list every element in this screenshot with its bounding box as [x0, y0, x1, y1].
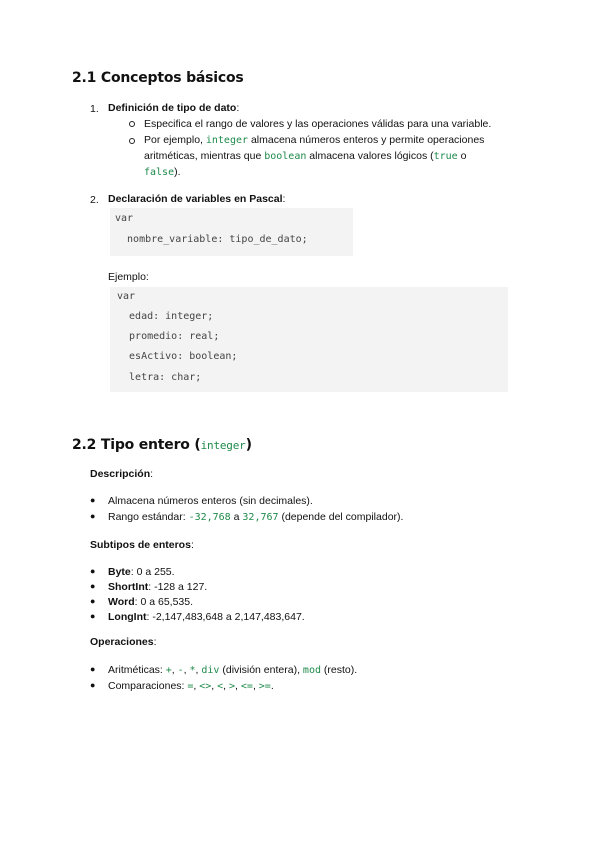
text: aritméticas, mientras que	[144, 150, 262, 162]
subtype-range: : -128 a 127.	[148, 581, 208, 593]
bullet-icon: ●	[90, 680, 96, 690]
subtype-range: : 0 a 65,535.	[134, 596, 194, 608]
inline-code: -32,768	[188, 512, 231, 523]
bullet-text	[108, 509, 403, 526]
inline-code: -	[177, 665, 184, 676]
subtype-name: ShortInt	[108, 581, 149, 593]
code-line: nombre_variable: tipo_de_dato;	[115, 234, 308, 245]
inline-code: *	[189, 665, 196, 676]
code-line: promedio: real;	[117, 331, 220, 342]
definicion-heading: Definición de tipo de dato	[108, 102, 237, 114]
bullet-icon: ●	[90, 566, 96, 576]
text: Aritméticas:	[108, 664, 163, 676]
bullet-icon: ●	[90, 581, 96, 591]
operaciones-heading: Operaciones	[90, 636, 154, 648]
text: a	[233, 511, 240, 523]
section-title-tipo-entero	[72, 437, 252, 453]
inline-code: >	[229, 681, 236, 692]
inline-code: =	[187, 681, 194, 692]
subheading: Subtipos de enteros:	[90, 539, 194, 551]
title-code: integer	[200, 439, 246, 452]
subtype-range: : 0 a 255.	[130, 566, 175, 578]
inline-code: boolean	[264, 151, 307, 162]
subtype-item	[108, 579, 207, 595]
text: (resto).	[323, 664, 358, 676]
text: ).	[174, 166, 181, 178]
code-line: edad: integer;	[117, 311, 214, 322]
inline-code: >=	[258, 681, 271, 692]
text: (división entera),	[222, 664, 300, 676]
text: o	[460, 150, 467, 162]
bullet-text	[144, 132, 484, 149]
title-text: 2.2 Tipo entero (	[72, 437, 201, 453]
subtype-name: Word	[108, 596, 135, 608]
subtype-item	[108, 594, 193, 610]
code-block	[110, 208, 353, 256]
circle-bullet-icon	[129, 138, 135, 144]
bullet-icon: ●	[90, 596, 96, 606]
bullet-icon: ●	[90, 611, 96, 621]
text: Rango estándar:	[108, 511, 186, 523]
bullet-icon: ●	[90, 664, 96, 674]
declaracion-heading: Declaración de variables en Pascal	[108, 193, 283, 205]
code-line: esActivo: boolean;	[117, 351, 238, 362]
title-text: )	[245, 437, 252, 453]
list-item-heading: Declaración de variables en Pascal:	[108, 193, 286, 205]
code-line: var	[115, 213, 134, 224]
bullet-icon: ●	[90, 495, 96, 505]
subtype-name: LongInt	[108, 611, 147, 623]
text: almacena números enteros y permite operaciones	[250, 134, 485, 146]
bullet-icon: ●	[90, 511, 96, 521]
text: almacena valores lógicos (	[309, 150, 434, 162]
subheading: Descripción:	[90, 468, 154, 480]
circle-bullet-icon	[129, 121, 135, 127]
list-item-heading: Definición de tipo de dato:	[108, 102, 240, 114]
bullet-text	[144, 164, 181, 181]
bullet-text: Aritméticas: +, -, *, div (división entera), mod (resto).	[108, 664, 358, 676]
list-number: 1.	[90, 103, 99, 115]
code-line: var	[117, 291, 136, 302]
text: (depende del compilador).	[281, 511, 404, 523]
text: Por ejemplo,	[144, 134, 203, 146]
list-number: 2.	[90, 194, 99, 206]
inline-code: +	[165, 665, 172, 676]
code-line: letra: char;	[117, 372, 202, 383]
inline-code: div	[201, 665, 220, 676]
inline-code: true	[433, 151, 458, 162]
descripcion-heading: Descripción	[90, 468, 151, 480]
subtype-name: Byte	[108, 566, 131, 578]
subheading: Operaciones:	[90, 636, 157, 648]
subtipos-heading: Subtipos de enteros	[90, 539, 191, 551]
inline-code: <=	[240, 681, 253, 692]
subtype-range: : -2,147,483,648 a 2,147,483,647.	[146, 611, 305, 623]
example-code-block	[110, 287, 508, 392]
subtype-item	[108, 609, 305, 625]
bullet-text	[144, 148, 466, 165]
text: Comparaciones:	[108, 680, 185, 692]
inline-code: <>	[199, 681, 212, 692]
inline-code: false	[144, 167, 175, 178]
bullet-text: Almacena números enteros (sin decimales).	[108, 495, 313, 507]
inline-code: 32,767	[242, 512, 279, 523]
example-label: Ejemplo:	[108, 271, 149, 283]
inline-code: integer	[205, 135, 249, 146]
inline-code: mod	[302, 665, 321, 676]
inline-code: <	[217, 681, 224, 692]
bullet-text: Comparaciones: =, <>, <, >, <=, >=.	[108, 680, 274, 692]
section-title-conceptos: 2.1 Conceptos básicos	[72, 70, 244, 86]
subtype-item	[108, 564, 175, 580]
bullet-text: Especifica el rango de valores y las operaciones válidas para una variable.	[144, 118, 492, 130]
